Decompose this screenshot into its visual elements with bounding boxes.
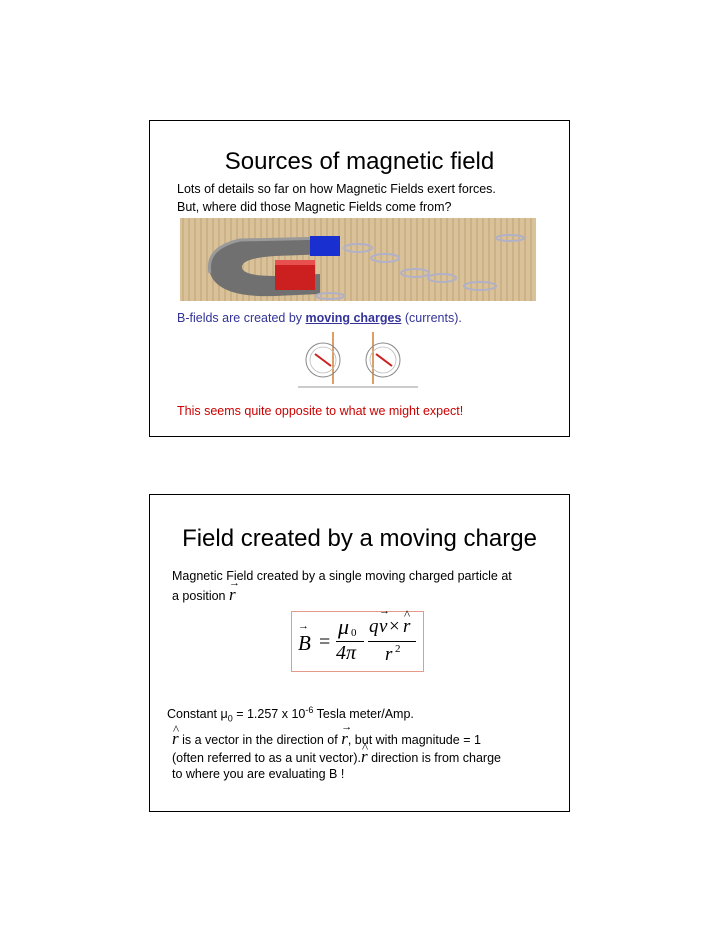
r-vector-symbol: r → <box>341 730 348 747</box>
r-hat-symbol: r ^ <box>172 730 179 747</box>
slide1-line2: But, where did those Magnetic Fields come from? <box>177 200 452 214</box>
formula-mu: μ <box>338 614 350 639</box>
constant-sub: 0 <box>227 713 233 724</box>
constant-exp: -6 <box>305 705 314 715</box>
compass-diagram <box>298 330 418 392</box>
formula-r-squared: 2 <box>395 643 401 655</box>
formula-fraction-line-2 <box>368 641 416 642</box>
formula-mu-sub: 0 <box>351 627 357 639</box>
formula-b-vector: B → <box>298 631 311 656</box>
intro-position-text: a position <box>172 589 226 603</box>
slide1-line1: Lots of details so far on how Magnetic Fields exert forces. <box>177 182 496 196</box>
r-hat-symbol-2: r ^ <box>361 748 368 765</box>
slide2-intro-line2 <box>172 586 236 605</box>
unit-line1-a: is a vector in the direction of <box>178 733 342 747</box>
formula-r-denominator: r <box>385 644 393 665</box>
unit-vector-line2 <box>172 748 501 767</box>
unit-vector-line3: to where you are evaluating B ! <box>172 767 345 781</box>
unit-line2-a: (often referred to as a unit vector). <box>172 751 361 765</box>
slide-sources-of-magnetic-field <box>149 120 570 437</box>
unit-line1-b: , but with magnitude = 1 <box>347 733 481 747</box>
formula-r-hat: r ^ <box>403 616 410 638</box>
slide1-title: Sources of magnetic field <box>224 148 495 175</box>
constant-prefix: Constant μ <box>167 707 228 722</box>
slide-field-created-by-moving-charge <box>149 494 570 812</box>
formula-equals: = <box>319 631 331 653</box>
position-vector-r: r → <box>229 586 236 603</box>
unit-line2-b: direction is from charge <box>367 751 501 765</box>
bfield-statement <box>177 310 462 327</box>
slide2-intro-line1: Magnetic Field created by a single moving charged particle at <box>172 569 512 583</box>
permeability-constant <box>167 702 414 728</box>
formula-four-pi: 4π <box>336 642 357 664</box>
formula-q: q <box>369 616 379 637</box>
slide1-conclusion: This seems quite opposite to what we might expect! <box>177 404 464 418</box>
bfield-prefix: B-fields are created by <box>177 311 306 325</box>
moving-charges-link[interactable]: moving charges <box>305 311 402 325</box>
horseshoe-magnet-photo <box>180 218 536 301</box>
biot-savart-formula <box>291 611 424 672</box>
formula-cross: × <box>389 616 400 637</box>
constant-suffix: Tesla meter/Amp. <box>313 707 414 722</box>
formula-v-vector: v → <box>379 616 387 638</box>
slide2-title: Field created by a moving charge <box>182 525 537 552</box>
unit-vector-line1 <box>172 730 481 749</box>
bfield-suffix: (currents). <box>401 311 462 325</box>
constant-mid: = 1.257 x 10 <box>232 707 306 722</box>
